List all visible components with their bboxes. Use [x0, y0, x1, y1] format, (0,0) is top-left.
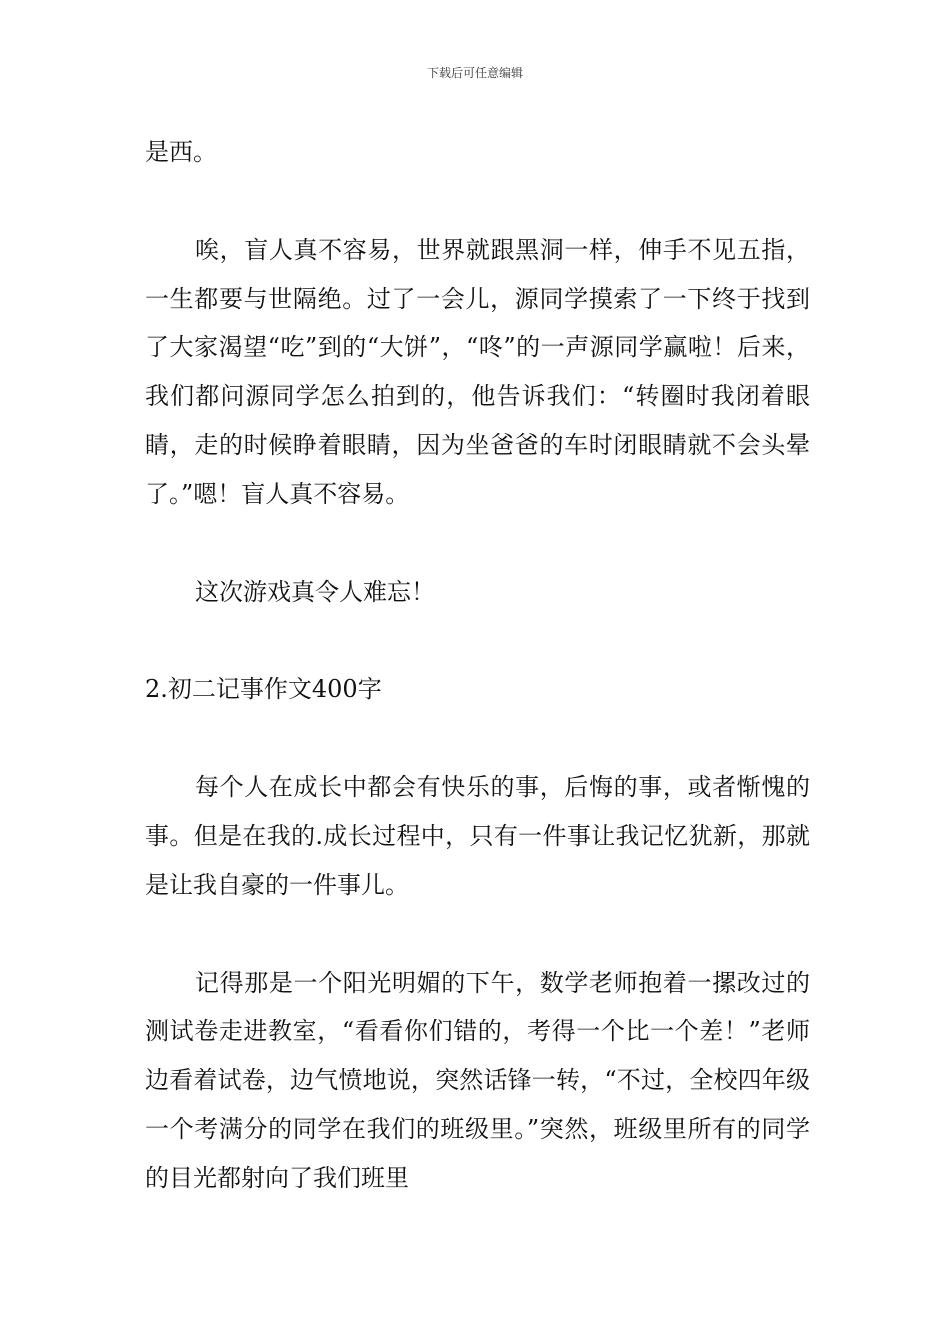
page-header: 下载后可任意编辑: [426, 66, 523, 80]
paragraph-gap: [145, 616, 810, 665]
section-heading: 2.初二记事作文400字: [145, 675, 382, 704]
paragraph-gap: [145, 910, 810, 959]
paragraph-math-teacher: 记得那是一个阳光明媚的下午，数学老师抱着一摞改过的测试卷走进教室，“看看你们错的，考得一个比一个差！”老师边看着试卷，边气愤地说，突然话锋一转，“不过，全校四年级一个考满分的同学在我们的班级里。”突然，班级里所有的同学的目光都射向了我们班里: [145, 968, 810, 1192]
paragraph-game-memorable: 这次游戏真令人难忘！: [195, 577, 435, 606]
paragraph-gap: [145, 177, 810, 226]
paragraph-blind-person: 唉，盲人真不容易，世界就跟黑洞一样，伸手不见五指，一生都要与世隔绝。过了一会儿，源同学摸索了一下终于找到了大家渴望“吃”到的“大饼”，“咚”的一声源同学赢啦！后来，我们都问源同学怎么拍到的，他告诉我们：“转圈时我闭着眼睛，走的时候睁着眼睛，因为坐爸爸的车时闭眼睛就不会头晕了。”嗯！盲人真不容易。: [145, 235, 810, 508]
document-body: [145, 128, 810, 1203]
paragraph-growing-up: 每个人在成长中都会有快乐的事，后悔的事，或者惭愧的事。但是在我的.成长过程中，只有一件事让我记忆犹新，那就是让我自豪的一件事儿。: [145, 773, 810, 899]
paragraph-gap: [145, 714, 810, 763]
paragraph-gap: [145, 519, 810, 568]
paragraph-continuation: 是西。: [145, 138, 217, 166]
